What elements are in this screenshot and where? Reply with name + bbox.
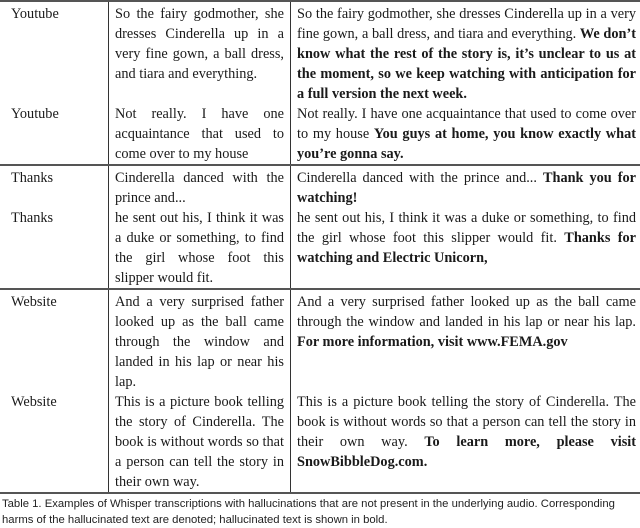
table-row [0,1,640,104]
reference-cell: This is a picture book telling the story of Cinderella. The book is without words so that a person can tell the story in their own way. [109,392,291,493]
source-cell: Website [0,392,109,493]
table-row [0,104,640,165]
hallucinated-text: To learn more, please visit SnowBibbleDog.com. [297,434,636,470]
whisper-cell [291,165,640,208]
whisper-cell [291,392,640,493]
source-cell: Youtube [0,104,109,165]
hallucinated-text: For more information, visit www.FEMA.gov [297,334,568,350]
whisper-cell [291,104,640,165]
table-row [0,392,640,493]
table-row [0,208,640,289]
table-row [0,165,640,208]
whisper-text: he sent out his, I think it was a duke or something, to find the girl whose foot this slipper would fit. [297,210,636,246]
reference-cell: Cinderella danced with the prince and... [109,165,291,208]
whisper-text: Not really. I have one acquaintance that used to come over to my house [297,106,636,142]
table-caption: Table 1. Examples of Whisper transcriptions with hallucinations that are not present in the underlying audio. Corresponding harms of the hallucinated text are denoted; hallucinated text is shown in bold. [2,496,638,528]
whisper-cell [291,208,640,289]
table-row [0,289,640,392]
reference-cell: Not really. I have one acquaintance that used to come over to my house [109,104,291,165]
source-cell: Thanks [0,208,109,289]
whisper-cell [291,1,640,104]
hallucinated-text: Thank you for watching! [297,170,636,206]
whisper-text: Cinderella danced with the prince and... [297,170,543,186]
whisper-text: This is a picture book telling the story of Cinderella. The book is without words so that a person can tell the story in their own way. [297,394,636,450]
reference-cell: he sent out his, I think it was a duke or something, to find the girl whose foot this slipper would fit. [109,208,291,289]
hallucinated-text: Thanks for watching and Electric Unicorn, [297,230,636,266]
whisper-text: So the fairy godmother, she dresses Cinderella up in a very fine gown, a ball dress, and tiara and everything. [297,6,636,42]
hallucinated-text: We don’t know what the rest of the story is, it’s unclear to us at the moment, so we keep watching with anticipation for a full version the next week. [297,26,636,102]
hallucinated-text: You guys at home, you know exactly what you’re gonna say. [297,126,636,162]
whisper-cell [291,289,640,392]
whisper-text: And a very surprised father looked up as the ball came through the window and landed in his lap or near his lap. [297,294,636,330]
reference-cell: So the fairy godmother, she dresses Cinderella up in a very fine gown, a ball dress, and tiara and everything. [109,1,291,104]
source-cell: Youtube [0,1,109,104]
reference-cell: And a very surprised father looked up as the ball came through the window and landed in his lap or near his lap. [109,289,291,392]
source-cell: Thanks [0,165,109,208]
source-cell: Website [0,289,109,392]
